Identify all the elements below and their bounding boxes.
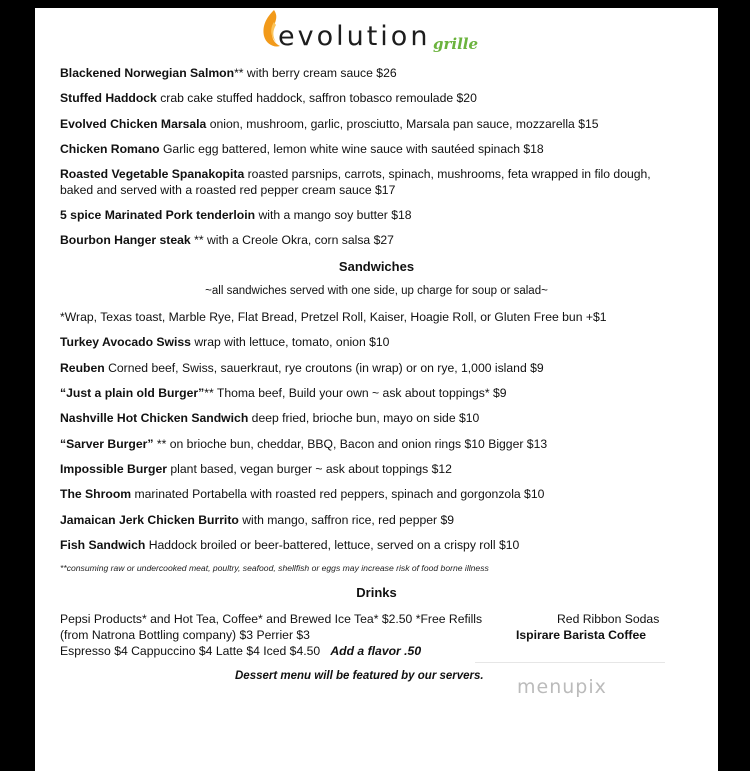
watermark-rule (475, 662, 665, 663)
item-desc: ** Thoma beef, Build your own ~ ask about toppings* $9 (204, 386, 507, 400)
drinks-line (60, 644, 421, 659)
item-name: Bourbon Hanger steak (60, 233, 191, 247)
drinks-line: Pepsi Products* and Hot Tea, Coffee* and Brewed Ice Tea* $2.50 *Free Refills (60, 612, 483, 626)
entree-item (60, 117, 599, 132)
logo-wordmark: evolution (278, 21, 431, 52)
item-name: Impossible Burger (60, 462, 168, 476)
flavor-addon: Add a flavor .50 (330, 644, 422, 658)
logo-subword: grille (433, 35, 479, 53)
item-desc: with mango, saffron rice, red pepper $9 (238, 513, 455, 527)
bread-options: *Wrap, Texas toast, Marble Rye, Flat Bread, Pretzel Roll, Kaiser, Hoagie Roll, or Gluten Free bun +$1 (60, 310, 607, 324)
item-name: Chicken Romano (60, 142, 160, 156)
coffee-prices: Espresso $4 Cappuccino $4 Latte $4 Iced $4.50 (60, 644, 321, 658)
item-name: Evolved Chicken Marsala (60, 117, 207, 131)
sandwiches-heading: Sandwiches (338, 259, 415, 274)
item-desc: wrap with lettuce, tomato, onion $10 (190, 335, 390, 349)
item-name: Stuffed Haddock (60, 91, 157, 105)
sandwiches-note: ~all sandwiches served with one side, up charge for soup or salad~ (205, 285, 548, 297)
entree-item (60, 208, 412, 223)
entree-item (60, 167, 651, 182)
item-name: “Just a plain old Burger” (60, 386, 205, 400)
item-name: Nashville Hot Chicken Sandwich (60, 411, 249, 425)
sandwich-item (60, 361, 544, 376)
entree-item-continued: baked and served with a roasted red pepper cream sauce $17 (60, 183, 396, 197)
item-name: Reuben (60, 361, 105, 375)
item-desc: with a mango soy butter $18 (255, 208, 412, 222)
item-desc: Garlic egg battered, lemon white wine sauce with sautéed spinach $18 (159, 142, 544, 156)
item-name: Roasted Vegetable Spanakopita (60, 167, 245, 181)
item-desc: crab cake stuffed haddock, saffron tobasco remoulade $20 (156, 91, 477, 105)
entree-item (60, 66, 397, 81)
restaurant-logo (260, 8, 530, 70)
item-desc: deep fried, brioche bun, mayo on side $10 (248, 411, 480, 425)
item-name: “Sarver Burger” (60, 437, 154, 451)
item-desc: ** with berry cream sauce $26 (234, 66, 397, 80)
sandwich-item (60, 335, 389, 350)
watermark: menupix (517, 676, 607, 698)
sandwich-item (60, 538, 519, 553)
item-name: The Shroom (60, 487, 132, 501)
drinks-line-right: Red Ribbon Sodas (557, 612, 660, 626)
item-desc: roasted parsnips, carrots, spinach, mushrooms, feta wrapped in filo dough, (244, 167, 651, 181)
sandwich-item (60, 462, 452, 477)
item-name: Blackened Norwegian Salmon (60, 66, 235, 80)
item-name: 5 spice Marinated Pork tenderloin (60, 208, 256, 222)
entree-item (60, 91, 477, 106)
item-name: Fish Sandwich (60, 538, 146, 552)
drinks-line-right: Ispirare Barista Coffee (516, 628, 647, 642)
menu-page (35, 8, 718, 771)
sandwich-item (60, 411, 479, 426)
item-desc: plant based, vegan burger ~ ask about toppings $12 (167, 462, 452, 476)
entree-item (60, 142, 544, 157)
item-name: Jamaican Jerk Chicken Burrito (60, 513, 239, 527)
item-desc: ** with a Creole Okra, corn salsa $27 (190, 233, 394, 247)
sandwich-item (60, 437, 547, 452)
sandwich-item (60, 386, 507, 401)
item-desc: onion, mushroom, garlic, prosciutto, Marsala pan sauce, mozzarella $15 (206, 117, 599, 131)
item-desc: marinated Portabella with roasted red peppers, spinach and gorgonzola $10 (131, 487, 545, 501)
item-desc: ** on brioche bun, cheddar, BBQ, Bacon and onion rings $10 Bigger $13 (153, 437, 548, 451)
entree-item (60, 233, 394, 248)
item-desc: Haddock broiled or beer-battered, lettuce, served on a crispy roll $10 (145, 538, 520, 552)
item-desc: Corned beef, Swiss, sauerkraut, rye croutons (in wrap) or on rye, 1,000 island $9 (104, 361, 544, 375)
sandwich-item (60, 487, 544, 502)
item-name: Turkey Avocado Swiss (60, 335, 191, 349)
drinks-line: (from Natrona Bottling company) $3 Perrier $3 (60, 628, 310, 642)
drinks-heading: Drinks (356, 585, 397, 600)
dessert-note: Dessert menu will be featured by our servers. (235, 670, 484, 682)
allergy-warning: **consuming raw or undercooked meat, poultry, seafood, shellfish or eggs may increase risk of food borne illness (60, 563, 489, 573)
sandwich-item (60, 513, 454, 528)
